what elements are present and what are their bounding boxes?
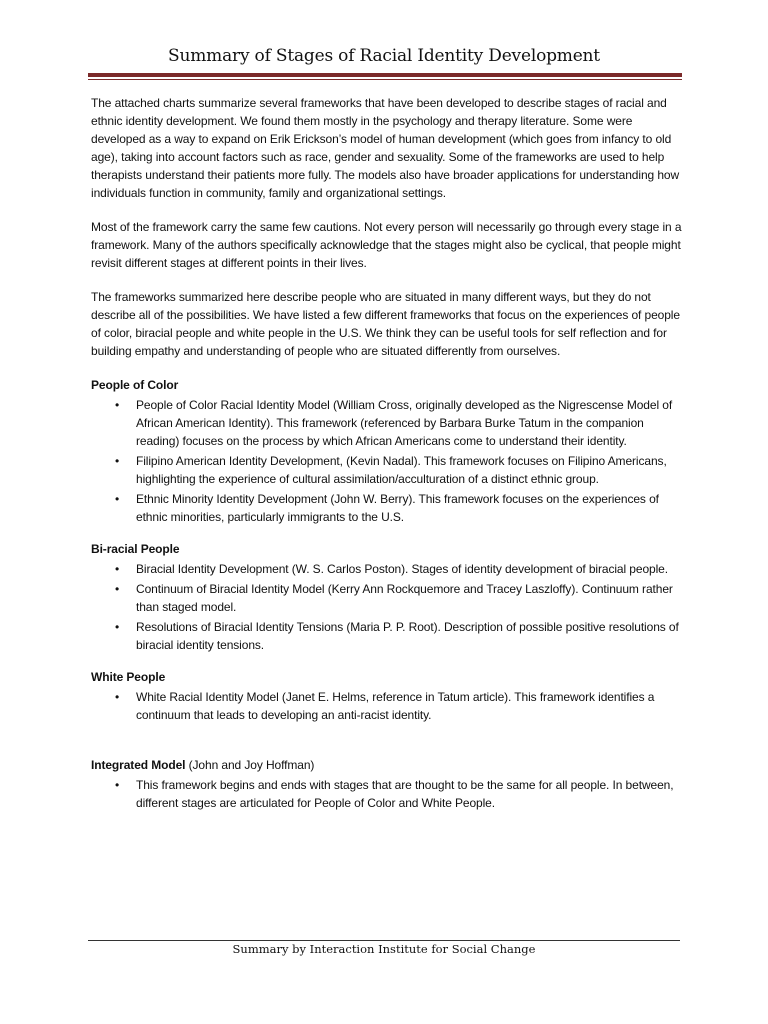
framework-list-people-of-color — [91, 396, 687, 526]
framework-list-integrated-model — [91, 776, 687, 812]
list-item — [91, 688, 687, 724]
framework-list-white-people — [91, 688, 687, 724]
list-item — [91, 490, 687, 526]
bullet-icon: • — [115, 582, 120, 596]
list-item-text: This framework begins and ends with stages that are thought to be the same for all people. In between, different stages are articulated for People of Color and White People. — [136, 778, 674, 810]
list-item-text: Biracial Identity Development (W. S. Carlos Poston). Stages of identity development of biracial people. — [136, 562, 668, 576]
bullet-icon: • — [115, 492, 120, 506]
section-heading-bi-racial-people — [91, 540, 687, 558]
section-heading-label: People of Color — [91, 378, 179, 392]
list-item — [91, 452, 687, 488]
list-item — [91, 396, 687, 450]
section-spacer — [91, 738, 687, 752]
document-title: Summary of Stages of Racial Identity Development — [168, 46, 600, 66]
bullet-icon: • — [115, 778, 120, 792]
section-heading-white-people — [91, 668, 687, 686]
list-item-text: White Racial Identity Model (Janet E. Helms, reference in Tatum article). This framework identifies a continuum that leads to developing an anti-racist identity. — [136, 690, 655, 722]
section-heading-people-of-color — [91, 376, 687, 394]
title-rule-thin — [88, 79, 682, 80]
list-item — [91, 580, 687, 616]
bullet-icon: • — [115, 562, 120, 576]
list-item — [91, 618, 687, 654]
list-item — [91, 776, 687, 812]
list-item-text: Ethnic Minority Identity Development (John W. Berry). This framework focuses on the experiences of ethnic minorities, particularly immigrants to the U.S. — [136, 492, 659, 524]
section-heading-label: White People — [91, 670, 166, 684]
section-heading-integrated-model — [91, 756, 687, 774]
bullet-icon: • — [115, 620, 120, 634]
scope-paragraph: The frameworks summarized here describe people who are situated in many different ways, but they do not describe all of the possibilities. We have listed a few different frameworks that focus on the experiences of people of color, biracial people and white people in the U.S. We think they can be useful tools for self reflection and for building empathy and understanding of people who are situated differently from ourselves. — [91, 290, 680, 358]
bullet-icon: • — [115, 398, 120, 412]
document-body — [91, 94, 687, 826]
list-item-text: Continuum of Biracial Identity Model (Kerry Ann Rockquemore and Tracey Laszloffy). Continuum rather than staged model. — [136, 582, 673, 614]
title-rule — [88, 73, 682, 77]
section-heading-label: Integrated Model — [91, 758, 186, 772]
page-footer: Summary by Interaction Institute for Social Change — [232, 942, 536, 956]
bullet-icon: • — [115, 690, 120, 704]
list-item-text: People of Color Racial Identity Model (William Cross, originally developed as the Nigrescense Model of African American Identity). This framework (referenced by Barbara Burke Tatum in the companion reading) focuses on the process by which African Americans come to understand their identity. — [136, 398, 673, 448]
bullet-icon: • — [115, 454, 120, 468]
section-heading-suffix: (John and Joy Hoffman) — [185, 758, 315, 772]
footer-rule — [88, 940, 680, 941]
framework-list-bi-racial-people — [91, 560, 687, 654]
list-item-text: Filipino American Identity Development, (Kevin Nadal). This framework focuses on Filipino Americans, highlighting the experience of cultural assimilation/acculturation of a distinct ethnic group. — [136, 454, 667, 486]
cautions-paragraph: Most of the framework carry the same few cautions. Not every person will necessarily go through every stage in a framework. Many of the authors specifically acknowledge that the stages might also be cyclical, that people might revisit different stages at different points in their lives. — [91, 220, 682, 270]
section-heading-label: Bi-racial People — [91, 542, 180, 556]
list-item-text: Resolutions of Biracial Identity Tensions (Maria P. P. Root). Description of possible positive resolutions of biracial identity tensions. — [136, 620, 679, 652]
list-item — [91, 560, 687, 578]
intro-paragraph: The attached charts summarize several frameworks that have been developed to describe stages of racial and ethnic identity development. We found them mostly in the psychology and therapy literature. Some were developed as a way to expand on Erik Erickson’s model of human development (which goes from infancy to old age), taking into account factors such as race, gender and sexuality. Some of the frameworks are used to help therapists understand their patients more fully. The models also have broader applications for understanding how individuals function in community, family and organizational settings. — [91, 96, 680, 200]
